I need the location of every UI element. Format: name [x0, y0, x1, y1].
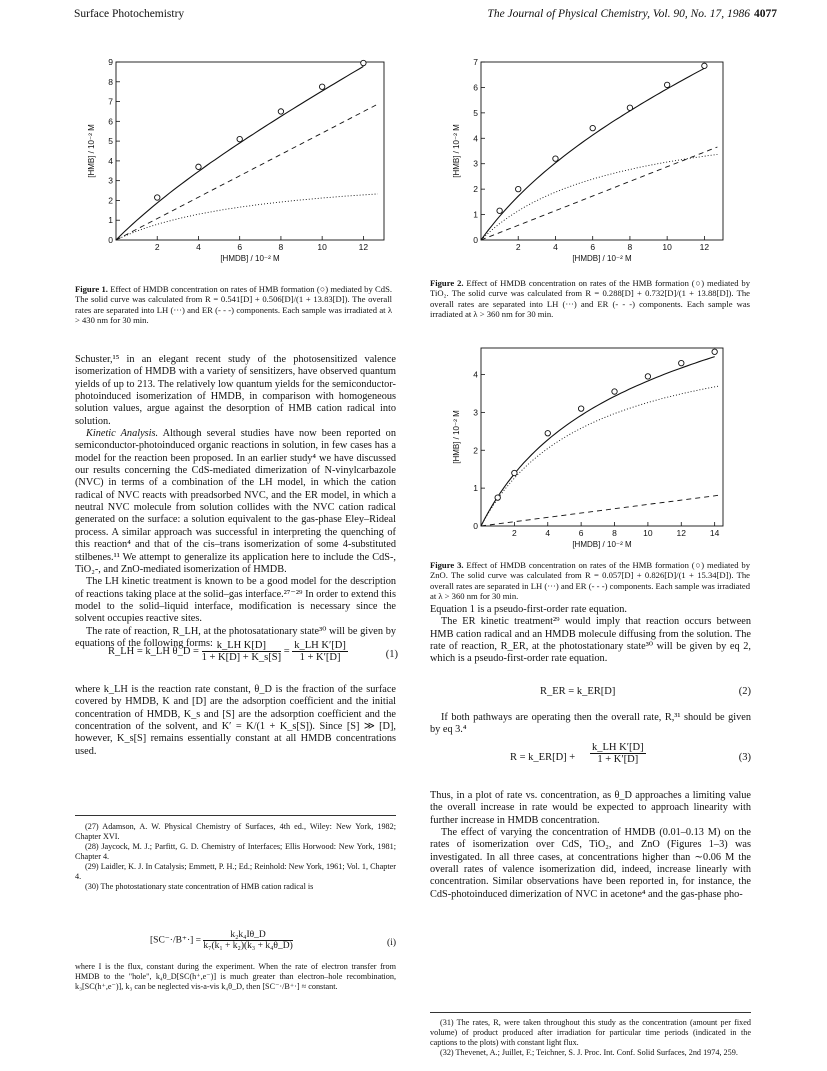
solid-curve-total — [481, 68, 704, 240]
x-tick-label: 8 — [612, 528, 617, 538]
x-axis-label: [HMDB] / 10⁻² M — [572, 540, 632, 549]
data-point — [664, 82, 669, 87]
x-axis-label: [HMDB] / 10⁻² M — [572, 254, 632, 263]
x-tick-label: 8 — [627, 242, 633, 252]
y-axis-label: [HMB] / 10⁻² M — [87, 124, 96, 178]
x-tick-label: 6 — [237, 242, 243, 252]
data-point — [237, 136, 242, 141]
data-point — [612, 389, 617, 394]
x-tick-label: 14 — [709, 528, 720, 538]
y-tick-label: 6 — [473, 82, 478, 93]
data-point — [702, 63, 707, 68]
right-footnotes: (31) The rates, R, were taken throughout this study as the concentration (amount per fixed volume) of product produced after irradiation for particular time periods (indicated in the captions to the plots) with constant light flux. (32) Thevenet, A.; Juillet, F.; Teichner, S. J. Proc. Int. Conf. Solid Surfaces, 2nd 1974, 259. — [430, 1018, 751, 1057]
paragraph: The LH kinetic treatment is known to be a good model for the description of reactions taking place at the solid–gas interface.²⁷⁻²⁹ In order to extend this model to the solid–liquid interface, modification is necessary since the solvent occupies reactive sites. — [75, 576, 397, 625]
left-column-text-2 — [75, 684, 396, 758]
paragraph: If both pathways are operating then the overall rate, R,³¹ should be given by eq 3.⁴ — [430, 712, 751, 736]
x-axis-label: [HMDB] / 10⁻² M — [220, 254, 280, 263]
paragraph: The ER kinetic treatment²⁹ would imply that reaction occurs between HMB cation radical and an HMDB molecule diffusing from the solution. The rate of reaction, R_ER, at the photostationary state³⁰ will be given by eq 2, which is a pseudo-first-order rate equation. — [430, 616, 751, 665]
data-point — [155, 195, 160, 200]
origin-label: 0 — [108, 235, 113, 245]
data-point — [278, 109, 283, 114]
x-tick-label: 10 — [662, 242, 672, 252]
paragraph: The rate of reaction, R_LH, at the photosatationary state³⁰ will be given by equations of the following forms: — [75, 625, 396, 649]
data-point — [497, 208, 502, 213]
left-footnotes: (27) Adamson, A. W. Physical Chemistry of Surfaces, 4th ed., Wiley: New York, 1982; Chapter XVI. (28) Jaycock, M. J.; Parfitt, G. D. Chemistry of Interfaces; Ellis Horwood: New York, 1981; Chapter 4. (29) Laidler, K. J. In Catalysis; Emmett, P. H.; Ed.; Reinhold: New York, 1961; Vol. 1, Chapter 4. (30) The photostationary state concentration of HMB cation radical is — [75, 822, 396, 892]
paragraph: where k_LH is the reaction rate constant, θ_D is the fraction of the surface covered by HMDB, K and [D] are the adsorption coefficient and the initial concentration of HMDB, K_s and [S] are the adsorption coefficient and the concentration of the solvent, and K′ = K/(1 + K_s[S]). Since [S] ≫ [D], however, K_s[S] remains essentially constant at all HMDB concentrations used. — [75, 684, 396, 757]
paragraph: Kinetic Analysis. Although several studies have now been reported on semiconductor-photoinduced organic reactions in solution, in few cases has a model for the reaction been proposed. In an earlier study⁴ we have discussed our results concerning the CdS-mediated dimerization of N-vinylcarbazole (NVC) in terms of a combination of the LH model, in which the cation radical of NVC reacts with preadsorbed NVC, and the ER model, in which a neutral NVC molecule from solution collides with the NVC cation radical generated on the surface: a solution equivalent to the gas-phase Eley–Rideal process. A similar approach was successful in interpreting the quenching of this reaction⁴ and that of the cis–trans isomerization of some 4-substituted stilbenes.¹¹ We attempt to generalize its application here to include the CdS-, TiO₂-, and ZnO-mediated isomerization of HMDB. — [75, 428, 396, 575]
y-tick-label: 5 — [473, 107, 478, 118]
data-point — [679, 360, 684, 365]
figure-3-caption: Figure 3. Effect of HMDB concentration on rates of the HMB formation (○) mediated by ZnO. The solid curve was calculated from R = 0.057[D] + 0.826[D]/(1 + 15.34[D]). The overall rates are separated in LH (···) and ER (- - -) components. Each sample was irradiated at λ > 360 nm for 30 min. — [430, 560, 751, 602]
dotted-curve-lh — [116, 194, 378, 240]
dashed-curve-er — [481, 495, 718, 526]
origin-label: 0 — [473, 235, 478, 245]
y-tick-label: 7 — [108, 96, 113, 107]
y-tick-label: 7 — [473, 57, 478, 67]
y-axis-label: [HMB] / 10⁻² M — [452, 124, 461, 178]
x-tick-label: 4 — [196, 242, 201, 252]
y-tick-label: 2 — [473, 445, 478, 456]
right-column-text-3 — [430, 790, 751, 901]
y-tick-label: 1 — [473, 483, 478, 494]
page-number: 4077 — [754, 8, 777, 20]
paragraph: Thus, in a plot of rate vs. concentration, as θ_D approaches a limiting value the overall increase in rate would be expected to approach linearity with further increase in HMDB concentration. — [430, 790, 751, 826]
data-point — [590, 125, 595, 130]
y-tick-label: 1 — [108, 215, 113, 226]
dashed-curve-er — [481, 147, 717, 240]
y-tick-label: 3 — [473, 407, 478, 418]
y-tick-label: 5 — [108, 136, 113, 147]
data-point — [361, 60, 366, 65]
figure-1-caption: Figure 1. Effect of HMDB concentration on rates of HMB formation (○) mediated by CdS. The solid curve was calculated from R = 0.541[D] + 0.506[D]/(1 + 13.83[D]). The overall rates are separated into LH (···) and ER (- - -) components. Each sample was irradiated at λ > 430 nm for 30 min. — [75, 284, 393, 326]
y-tick-label: 2 — [473, 184, 478, 195]
x-tick-label: 8 — [278, 242, 284, 252]
footnote-rule — [430, 1012, 751, 1013]
solid-curve-total — [116, 66, 363, 240]
left-footnote-tail: where I is the flux, constant during the experiment. When the rate of electron transfer from HMDB to the "hole", k₄θ_D[SC(h⁺,e⁻)] is much greater than electron–hole recombination, k₃[SC(h⁺,e⁻)], k₃ can be neglected vis-a-vis k₄θ_D, then [SC⁻·/B⁺·] ≈ constant. — [75, 962, 396, 991]
x-tick-label: 2 — [154, 242, 160, 252]
x-tick-label: 12 — [676, 528, 687, 538]
x-tick-label: 10 — [643, 528, 653, 538]
figure-2-caption: Figure 2. Effect of HMDB concentration on rates of the HMB formation (○) mediated by TiO₂. The solid curve was calculated from R = 0.288[D] + 0.732[D]/(1 + 13.88[D]). The overall rates are separated into LH (···) and ER (- - -) components. Each sample was irradiated at λ > 360 nm for 30 min. — [430, 278, 751, 320]
plot-frame — [481, 62, 723, 240]
paragraph: The effect of varying the concentration of HMDB (0.01–0.13 M) on the rates of isomerization over CdS, TiO₂, and ZnO (Figures 1–3) was investigated. In all three cases, at concentrations higher than ∼0.06 M the overall rates of valence isomerization did, indeed, increase linearly with concentration. Similar observations have been reported in, for instance, the CdS-photoinduced dimerization of NVC in acetone⁴ and the gas-phase pho- — [430, 827, 751, 900]
x-tick-label: 6 — [578, 528, 584, 538]
x-tick-label: 12 — [699, 242, 710, 252]
x-tick-label: 10 — [317, 242, 327, 252]
y-tick-label: 3 — [473, 158, 478, 169]
dashed-curve-er — [116, 104, 378, 240]
data-point — [319, 84, 324, 89]
right-column-text — [430, 604, 751, 666]
y-tick-label: 4 — [108, 155, 113, 166]
x-tick-label: 2 — [515, 242, 521, 252]
x-tick-label: 12 — [358, 242, 369, 252]
y-tick-label: 3 — [108, 175, 113, 186]
y-tick-label: 2 — [108, 195, 113, 206]
data-point — [553, 156, 558, 161]
y-tick-label: 8 — [108, 76, 113, 87]
data-point — [512, 470, 517, 475]
running-header-left: Surface Photochemistry — [74, 8, 185, 20]
left-column-text — [75, 354, 396, 650]
paragraph: Equation 1 is a pseudo-first-order rate equation. — [430, 604, 628, 615]
equation-1: R_LH = k_LH θ_D = $\frac{\text{k\_LH K[D]}}{1 + K[D] + K\_s[S]}$ = $\frac{\text{k\_LH K′[D]}}{1 + K'[D]}$ (1) — [108, 640, 398, 663]
paragraph: Schuster,¹⁵ in an elegant recent study of the photosensitized valence isomerization of HMDB with a variety of sensitizers, have observed quantum yields of up to 213. The relatively low quantum yields for the semiconductor-photoinduced isomerization of HMDB, in comparison with homogeneous solution values, argue against the desorption of HMB cation radical into solution. — [75, 354, 396, 427]
y-tick-label: 4 — [473, 133, 478, 144]
data-point — [645, 374, 650, 379]
y-tick-label: 9 — [108, 57, 113, 67]
data-point — [627, 105, 632, 110]
data-point — [495, 495, 500, 500]
x-tick-label: 4 — [553, 242, 558, 252]
running-header-right: The Journal of Physical Chemistry, Vol. 90, No. 17, 1986 4077 — [487, 8, 777, 20]
x-tick-label: 4 — [545, 528, 551, 538]
figure-1-chart — [80, 56, 400, 276]
data-point — [545, 431, 550, 436]
data-point — [196, 164, 201, 169]
data-point — [712, 349, 717, 354]
figure-2-chart — [445, 56, 745, 274]
figure-3-chart — [445, 342, 745, 554]
y-tick-label: 6 — [108, 116, 113, 127]
footnote-rule — [75, 815, 396, 816]
y-axis-label: [HMB] / 10⁻² M — [452, 410, 461, 464]
origin-label: 0 — [473, 521, 478, 531]
x-tick-label: 6 — [590, 242, 596, 252]
plot-frame — [116, 62, 384, 240]
y-tick-label: 1 — [473, 209, 478, 220]
x-tick-label: 2 — [512, 528, 517, 538]
data-point — [516, 186, 521, 191]
right-column-text-2 — [430, 712, 751, 737]
dotted-curve-lh — [481, 386, 718, 526]
data-point — [578, 406, 583, 411]
equation-i: [SC⁻·/B⁺·] = $\frac{\text{k₂k₄Iθ\_D}}{\text{k₇(k₁ + k₂)(k₃ + k₄θ\_D)}}$ (i) — [150, 930, 396, 951]
y-tick-label: 4 — [473, 369, 478, 380]
